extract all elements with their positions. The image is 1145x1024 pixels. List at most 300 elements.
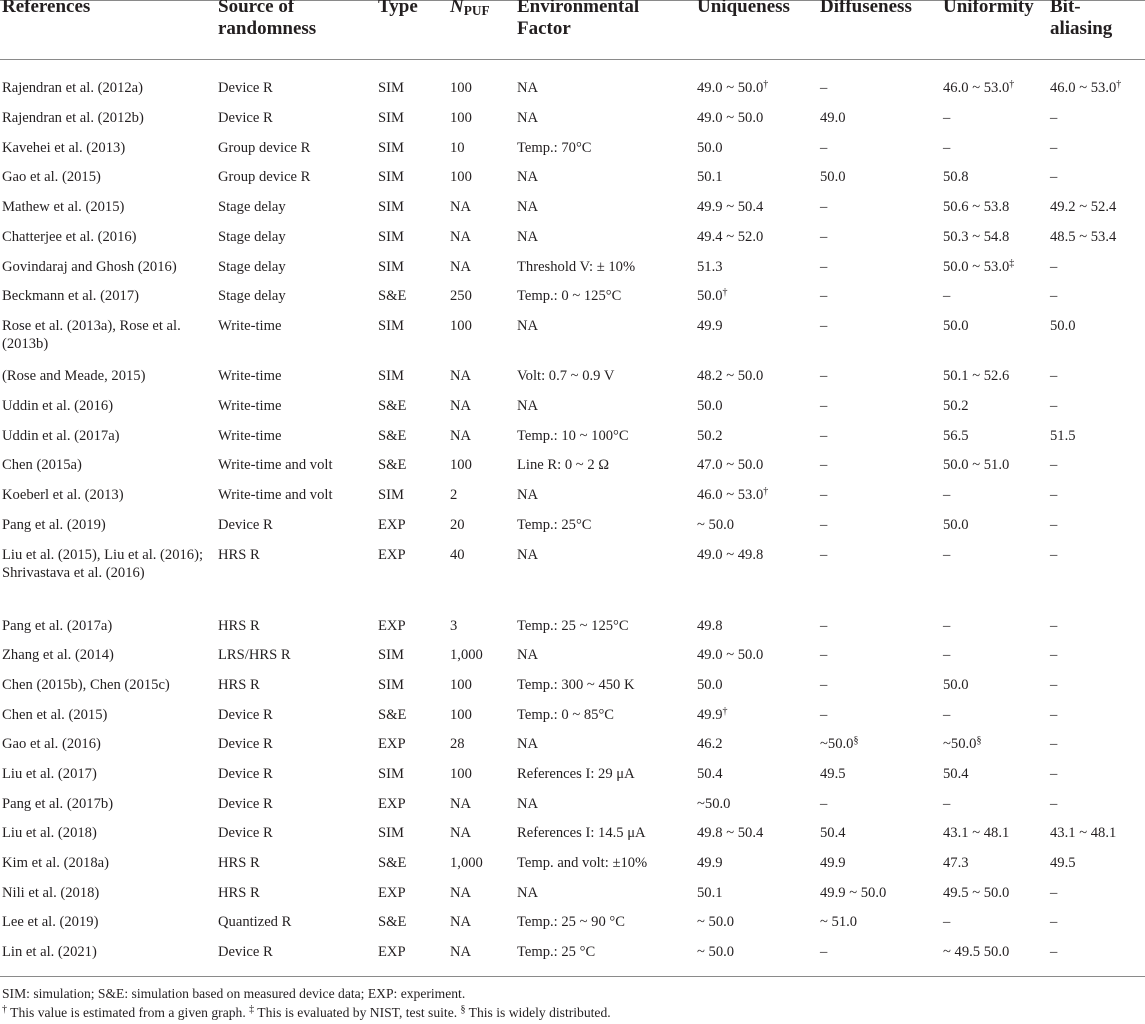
- cell-uniformity-value: 47.3: [943, 855, 969, 871]
- cell-type-value: EXP: [378, 547, 406, 563]
- cell-environmental: [517, 676, 695, 694]
- cell-npuf-value: 2: [450, 487, 458, 503]
- cell-diffuseness-value: 50.4: [820, 825, 846, 841]
- cell-npuf: [450, 367, 512, 385]
- cell-source-value: Quantized R: [218, 914, 292, 930]
- cell-diffuseness: [820, 854, 940, 874]
- cell-source-value: Device R: [218, 825, 273, 841]
- cell-npuf: [450, 109, 512, 127]
- cell-bit-aliasing-value: 49.5: [1050, 855, 1076, 871]
- cell-reference-value: Liu et al. (2017): [2, 766, 97, 782]
- cell-bit-aliasing-value: –: [1050, 487, 1058, 503]
- cell-uniformity-value: 43.1 ~ 48.1: [943, 825, 1010, 841]
- cell-type: [378, 168, 443, 186]
- header-env-line2: Factor: [517, 18, 571, 39]
- cell-reference-value: Lin et al. (2021): [2, 944, 97, 960]
- footnote-ddagger-mark: ‡: [249, 1004, 255, 1015]
- cell-npuf: [450, 676, 512, 694]
- cell-uniqueness-value: 48.2 ~ 50.0: [697, 368, 764, 384]
- cell-source: [218, 943, 373, 961]
- cell-diffuseness-value: –: [820, 229, 828, 245]
- cell-diffuseness-value: –: [820, 457, 828, 473]
- cell-uniqueness-value: 50.0: [697, 677, 723, 693]
- cell-uniqueness: [697, 676, 817, 696]
- cell-type: [378, 486, 443, 504]
- cell-reference-value: Kim et al. (2018a): [2, 855, 109, 871]
- cell-bit-aliasing-value: –: [1050, 707, 1058, 723]
- cell-type: [378, 546, 443, 564]
- cell-reference-value: Pang et al. (2019): [2, 517, 106, 533]
- cell-uniqueness-value: 50.2: [697, 428, 723, 444]
- cell-bit-aliasing-value: 48.5 ~ 53.4: [1050, 229, 1117, 245]
- cell-reference: [2, 367, 212, 385]
- cell-reference-value: Govindaraj and Ghosh (2016): [2, 259, 177, 275]
- cell-uniqueness: [697, 884, 817, 904]
- cell-reference: [2, 109, 212, 127]
- cell-bit-aliasing: [1050, 109, 1145, 129]
- cell-uniqueness-value: 46.2: [697, 736, 723, 752]
- cell-reference: [2, 317, 212, 353]
- cell-source: [218, 79, 373, 97]
- cell-type: [378, 854, 443, 872]
- cell-npuf-value: 100: [450, 80, 472, 96]
- cell-diffuseness: [820, 79, 940, 99]
- cell-bit-aliasing-value: 46.0 ~ 53.0: [1050, 80, 1117, 96]
- cell-uniqueness: [697, 109, 817, 129]
- cell-uniformity: [943, 168, 1043, 188]
- cell-uniformity: [943, 735, 1043, 755]
- cell-environmental-value: NA: [517, 318, 539, 334]
- cell-diffuseness: [820, 706, 940, 726]
- cell-uniqueness-footnote-mark: †: [763, 79, 769, 90]
- cell-type: [378, 367, 443, 385]
- cell-bit-aliasing-footnote-mark: †: [1116, 79, 1122, 90]
- cell-reference: [2, 546, 212, 582]
- cell-type-value: EXP: [378, 796, 406, 812]
- footnote-section-text: This is widely distributed.: [465, 1005, 611, 1020]
- bottom-rule: [0, 976, 1145, 977]
- cell-source: [218, 884, 373, 902]
- cell-npuf: [450, 884, 512, 902]
- cell-npuf: [450, 139, 512, 157]
- cell-source-value: Write-time: [218, 318, 282, 334]
- cell-source: [218, 795, 373, 813]
- header-rule: [0, 59, 1145, 60]
- cell-type-value: SIM: [378, 318, 404, 334]
- cell-type: [378, 79, 443, 97]
- cell-uniqueness-value: 47.0 ~ 50.0: [697, 457, 764, 473]
- cell-reference: [2, 427, 212, 445]
- cell-npuf-value: NA: [450, 885, 472, 901]
- cell-uniformity-value: 49.5 ~ 50.0: [943, 885, 1010, 901]
- cell-npuf-value: 1,000: [450, 647, 483, 663]
- cell-source-value: LRS/HRS R: [218, 647, 291, 663]
- cell-type: [378, 456, 443, 474]
- cell-diffuseness: [820, 913, 940, 933]
- cell-environmental-value: Temp.: 10 ~ 100°C: [517, 428, 629, 444]
- cell-uniqueness: [697, 913, 817, 933]
- cell-bit-aliasing-value: –: [1050, 169, 1058, 185]
- cell-source-value: Write-time and volt: [218, 487, 333, 503]
- cell-npuf-value: 100: [450, 110, 472, 126]
- cell-bit-aliasing-value: –: [1050, 736, 1058, 752]
- cell-uniformity: [943, 287, 1043, 307]
- cell-source: [218, 646, 373, 664]
- header-env-line1: Environmental: [517, 0, 640, 17]
- cell-npuf: [450, 427, 512, 445]
- cell-uniformity: [943, 79, 1043, 99]
- cell-type: [378, 258, 443, 276]
- cell-environmental: [517, 735, 695, 753]
- cell-reference-value: Gao et al. (2016): [2, 736, 101, 752]
- cell-npuf-value: 20: [450, 517, 465, 533]
- cell-uniqueness-value: 49.8: [697, 618, 723, 634]
- cell-uniformity: [943, 397, 1043, 417]
- cell-diffuseness-value: 49.5: [820, 766, 846, 782]
- cell-bit-aliasing-value: –: [1050, 677, 1058, 693]
- cell-type: [378, 139, 443, 157]
- cell-uniqueness: [697, 456, 817, 476]
- cell-uniqueness-footnote-mark: †: [722, 706, 728, 717]
- cell-type-value: SIM: [378, 825, 404, 841]
- cell-bit-aliasing: [1050, 735, 1145, 755]
- cell-source: [218, 397, 373, 415]
- cell-npuf-value: NA: [450, 825, 472, 841]
- cell-diffuseness: [820, 427, 940, 447]
- cell-npuf-value: NA: [450, 229, 472, 245]
- cell-type: [378, 795, 443, 813]
- cell-uniformity-value: 50.0: [943, 517, 969, 533]
- cell-npuf-value: NA: [450, 259, 472, 275]
- cell-environmental-value: Temp.: 300 ~ 450 K: [517, 677, 635, 693]
- cell-type: [378, 198, 443, 216]
- cell-environmental: [517, 795, 695, 813]
- cell-environmental-value: References I: 14.5 μA: [517, 825, 646, 841]
- cell-reference-value: Mathew et al. (2015): [2, 199, 125, 215]
- cell-uniqueness: [697, 824, 817, 844]
- cell-source: [218, 139, 373, 157]
- cell-uniqueness: [697, 228, 817, 248]
- cell-bit-aliasing-value: –: [1050, 914, 1058, 930]
- cell-diffuseness-value: ~ 51.0: [820, 914, 858, 930]
- cell-diffuseness: [820, 228, 940, 248]
- cell-environmental-value: NA: [517, 110, 539, 126]
- cell-uniformity: [943, 646, 1043, 666]
- cell-npuf: [450, 198, 512, 216]
- cell-source-value: Device R: [218, 944, 273, 960]
- cell-bit-aliasing: [1050, 795, 1145, 815]
- cell-environmental: [517, 198, 695, 216]
- cell-diffuseness-value: –: [820, 398, 828, 414]
- cell-uniqueness: [697, 854, 817, 874]
- header-environmental: [517, 0, 695, 54]
- cell-diffuseness: [820, 765, 940, 785]
- header-diffuseness-text: Diffuseness: [820, 0, 912, 17]
- cell-diffuseness: [820, 884, 940, 904]
- cell-uniqueness: [697, 79, 817, 99]
- cell-bit-aliasing: [1050, 139, 1145, 159]
- cell-npuf-value: NA: [450, 914, 472, 930]
- cell-environmental: [517, 706, 695, 724]
- cell-bit-aliasing-value: 43.1 ~ 48.1: [1050, 825, 1117, 841]
- cell-environmental-value: Threshold V: ± 10%: [517, 259, 636, 275]
- cell-uniqueness: [697, 486, 817, 506]
- cell-environmental: [517, 258, 695, 276]
- header-npuf: [450, 0, 512, 54]
- cell-source-value: Device R: [218, 796, 273, 812]
- cell-uniqueness: [697, 367, 817, 387]
- cell-type: [378, 427, 443, 445]
- cell-uniformity-value: ~50.0: [943, 736, 977, 752]
- cell-uniqueness-value: 49.8 ~ 50.4: [697, 825, 764, 841]
- cell-npuf-value: 100: [450, 766, 472, 782]
- cell-uniformity: [943, 706, 1043, 726]
- cell-environmental-value: NA: [517, 547, 539, 563]
- cell-uniformity-value: –: [943, 140, 951, 156]
- cell-npuf-value: 40: [450, 547, 465, 563]
- cell-reference: [2, 228, 212, 246]
- footnote-dagger-mark: †: [2, 1004, 7, 1015]
- cell-source-value: Stage delay: [218, 259, 286, 275]
- cell-type: [378, 516, 443, 534]
- cell-type-value: SIM: [378, 368, 404, 384]
- cell-uniqueness: [697, 516, 817, 536]
- cell-npuf: [450, 287, 512, 305]
- cell-uniqueness-value: ~ 50.0: [697, 517, 735, 533]
- cell-npuf: [450, 706, 512, 724]
- cell-environmental-value: NA: [517, 736, 539, 752]
- cell-source: [218, 913, 373, 931]
- cell-npuf: [450, 795, 512, 813]
- cell-environmental: [517, 79, 695, 97]
- cell-source-value: Device R: [218, 110, 273, 126]
- cell-uniqueness-value: 50.0: [697, 398, 723, 414]
- cell-type-value: EXP: [378, 736, 406, 752]
- cell-npuf-value: NA: [450, 368, 472, 384]
- cell-type-value: S&E: [378, 428, 407, 444]
- cell-source: [218, 109, 373, 127]
- cell-uniqueness-footnote-mark: †: [763, 486, 769, 497]
- cell-bit-aliasing-value: –: [1050, 368, 1058, 384]
- cell-bit-aliasing: [1050, 258, 1145, 278]
- cell-reference: [2, 516, 212, 534]
- cell-reference: [2, 456, 212, 474]
- cell-reference-value: Zhang et al. (2014): [2, 647, 114, 663]
- cell-uniformity-value: 56.5: [943, 428, 969, 444]
- cell-environmental-value: NA: [517, 885, 539, 901]
- cell-source-value: HRS R: [218, 885, 260, 901]
- cell-uniqueness: [697, 646, 817, 666]
- cell-bit-aliasing-value: –: [1050, 944, 1058, 960]
- cell-type: [378, 884, 443, 902]
- cell-bit-aliasing: [1050, 397, 1145, 417]
- cell-source: [218, 516, 373, 534]
- cell-uniqueness: [697, 706, 817, 726]
- cell-reference: [2, 884, 212, 902]
- cell-uniqueness-value: ~50.0: [697, 796, 731, 812]
- cell-type-value: S&E: [378, 398, 407, 414]
- cell-bit-aliasing-value: –: [1050, 885, 1058, 901]
- cell-uniformity: [943, 943, 1043, 963]
- cell-diffuseness: [820, 795, 940, 815]
- header-diffuseness: [820, 0, 940, 54]
- cell-source-value: Device R: [218, 80, 273, 96]
- cell-environmental: [517, 287, 695, 305]
- cell-uniqueness-value: ~ 50.0: [697, 914, 735, 930]
- cell-diffuseness-value: –: [820, 796, 828, 812]
- cell-bit-aliasing: [1050, 367, 1145, 387]
- cell-npuf: [450, 516, 512, 534]
- cell-uniformity-footnote-mark: †: [1009, 79, 1015, 90]
- cell-diffuseness: [820, 367, 940, 387]
- cell-type-value: S&E: [378, 914, 407, 930]
- header-bit-aliasing: [1050, 0, 1145, 54]
- cell-bit-aliasing: [1050, 456, 1145, 476]
- cell-bit-aliasing: [1050, 546, 1145, 566]
- cell-npuf: [450, 258, 512, 276]
- cell-type: [378, 109, 443, 127]
- cell-bit-aliasing: [1050, 79, 1145, 99]
- cell-uniqueness-value: 49.0 ~ 50.0: [697, 80, 764, 96]
- cell-environmental: [517, 367, 695, 385]
- cell-environmental: [517, 546, 695, 564]
- cell-uniformity-value: 50.4: [943, 766, 969, 782]
- cell-diffuseness: [820, 258, 940, 278]
- cell-reference: [2, 735, 212, 753]
- header-source-line2: randomness: [218, 18, 317, 39]
- cell-type-value: SIM: [378, 766, 404, 782]
- cell-uniqueness-value: 51.3: [697, 259, 723, 275]
- cell-type-value: EXP: [378, 944, 406, 960]
- cell-bit-aliasing: [1050, 317, 1145, 337]
- cell-uniqueness: [697, 198, 817, 218]
- cell-npuf: [450, 168, 512, 186]
- header-references-text: References: [2, 0, 91, 17]
- cell-reference: [2, 168, 212, 186]
- cell-uniformity-value: –: [943, 110, 951, 126]
- cell-uniqueness: [697, 617, 817, 637]
- cell-diffuseness: [820, 516, 940, 536]
- cell-npuf: [450, 228, 512, 246]
- cell-reference: [2, 397, 212, 415]
- cell-bit-aliasing: [1050, 854, 1145, 874]
- cell-uniqueness-value: 49.9: [697, 318, 723, 334]
- cell-type-value: S&E: [378, 288, 407, 304]
- cell-diffuseness: [820, 546, 940, 566]
- cell-diffuseness-value: 49.9 ~ 50.0: [820, 885, 887, 901]
- cell-source-value: Device R: [218, 517, 273, 533]
- cell-uniformity-value: 50.0 ~ 53.0: [943, 259, 1010, 275]
- cell-environmental-value: NA: [517, 199, 539, 215]
- cell-bit-aliasing-value: –: [1050, 796, 1058, 812]
- cell-environmental: [517, 168, 695, 186]
- cell-environmental-value: NA: [517, 229, 539, 245]
- cell-uniformity-value: ~ 49.5 50.0: [943, 944, 1010, 960]
- cell-diffuseness: [820, 139, 940, 159]
- cell-source: [218, 168, 373, 186]
- cell-uniformity: [943, 516, 1043, 536]
- cell-environmental-value: Temp.: 0 ~ 85°C: [517, 707, 615, 723]
- cell-reference-value: Chen (2015b), Chen (2015c): [2, 677, 170, 693]
- cell-bit-aliasing: [1050, 228, 1145, 248]
- cell-diffuseness-value: –: [820, 618, 828, 634]
- cell-diffuseness: [820, 617, 940, 637]
- cell-uniformity-value: –: [943, 288, 951, 304]
- cell-reference-value: (Rose and Meade, 2015): [2, 368, 146, 384]
- cell-type-value: EXP: [378, 885, 406, 901]
- cell-diffuseness-value: –: [820, 368, 828, 384]
- cell-bit-aliasing: [1050, 287, 1145, 307]
- cell-type: [378, 287, 443, 305]
- cell-environmental: [517, 854, 695, 872]
- cell-diffuseness-value: –: [820, 487, 828, 503]
- cell-uniformity-value: –: [943, 707, 951, 723]
- cell-source: [218, 546, 373, 564]
- cell-npuf: [450, 765, 512, 783]
- cell-bit-aliasing: [1050, 198, 1145, 218]
- cell-bit-aliasing: [1050, 884, 1145, 904]
- cell-uniqueness-value: 50.4: [697, 766, 723, 782]
- cell-diffuseness-value: 49.9: [820, 855, 846, 871]
- cell-npuf-value: NA: [450, 796, 472, 812]
- cell-environmental: [517, 228, 695, 246]
- cell-source-value: Group device R: [218, 140, 311, 156]
- cell-npuf-value: 100: [450, 457, 472, 473]
- cell-diffuseness-value: –: [820, 707, 828, 723]
- cell-uniqueness-value: 49.9: [697, 855, 723, 871]
- cell-reference-value: Chatterjee et al. (2016): [2, 229, 137, 245]
- cell-source: [218, 317, 373, 335]
- cell-uniqueness-value: 46.0 ~ 53.0: [697, 487, 764, 503]
- cell-uniformity: [943, 795, 1043, 815]
- header-uniformity: [943, 0, 1043, 54]
- header-npuf-main: N: [450, 0, 464, 17]
- cell-uniformity: [943, 198, 1043, 218]
- cell-uniformity-value: –: [943, 647, 951, 663]
- cell-uniformity-value: 50.8: [943, 169, 969, 185]
- cell-uniqueness: [697, 546, 817, 566]
- cell-reference-value: Chen et al. (2015): [2, 707, 108, 723]
- cell-diffuseness-value: –: [820, 80, 828, 96]
- cell-uniformity: [943, 109, 1043, 129]
- cell-source-value: HRS R: [218, 547, 260, 563]
- cell-type: [378, 617, 443, 635]
- cell-diffuseness: [820, 943, 940, 963]
- cell-uniformity: [943, 258, 1043, 278]
- cell-environmental-value: Temp.: 0 ~ 125°C: [517, 288, 622, 304]
- cell-uniqueness-value: 49.9: [697, 707, 723, 723]
- cell-type-value: SIM: [378, 169, 404, 185]
- cell-uniqueness-value: 50.1: [697, 169, 723, 185]
- cell-diffuseness-value: 49.0: [820, 110, 846, 126]
- cell-uniformity: [943, 824, 1043, 844]
- cell-type-value: SIM: [378, 487, 404, 503]
- cell-reference: [2, 765, 212, 783]
- cell-uniformity-value: –: [943, 796, 951, 812]
- footnote-abbreviations: SIM: simulation; S&E: simulation based on measured device data; EXP: experiment.: [2, 986, 466, 1001]
- cell-environmental-value: NA: [517, 169, 539, 185]
- cell-bit-aliasing: [1050, 765, 1145, 785]
- cell-diffuseness: [820, 646, 940, 666]
- cell-npuf-value: NA: [450, 199, 472, 215]
- cell-environmental: [517, 486, 695, 504]
- footnote-symbols: [2, 1004, 611, 1024]
- cell-diffuseness-value: 50.0: [820, 169, 846, 185]
- cell-uniformity: [943, 486, 1043, 506]
- cell-uniformity: [943, 427, 1043, 447]
- cell-uniformity: [943, 456, 1043, 476]
- cell-uniqueness: [697, 427, 817, 447]
